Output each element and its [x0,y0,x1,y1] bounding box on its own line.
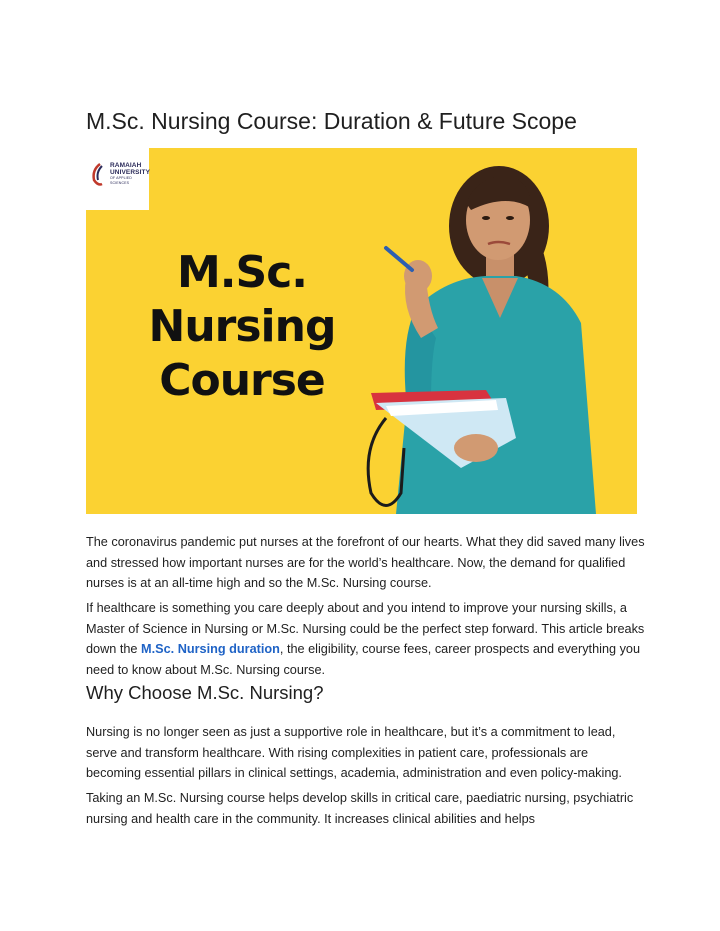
university-logo [86,148,149,210]
logo-line-1: RAMAIAH [110,162,142,169]
hero-image [86,148,637,514]
why-paragraph: Nursing is no longer seen as just a supportive role in healthcare, but it’s a commitment to lead, serve and transform healthcare. With rising complexities in patient care, professionals are becoming essential pillars in clinical settings, academia, administration and even policy-making. [86,725,622,780]
hero-heading [142,246,342,408]
section-heading: Why Choose M.Sc. Nursing? [86,682,324,703]
hero-line-1: M.Sc. [177,247,307,298]
page-title: M.Sc. Nursing Course: Duration & Future Scope [86,108,577,134]
logo-text [110,162,150,186]
overview-paragraph [86,598,646,680]
overview-text-after: , the eligibility, course fees, career prospects and everything you need to know about M.Sc. Nursing course. [86,642,641,677]
logo-line-2: UNIVERSITY [110,169,151,176]
intro-paragraph: The coronavirus pandemic put nurses at the forefront of our hearts. What they did saved many lives and stressed how important nurses are for the world’s healthcare. Now, the demand for qualified nurses is at an all-time high and so the M.Sc. Nursing course. [86,535,645,590]
logo-emblem-icon [90,162,110,188]
msc-nursing-duration-link[interactable]: M.Sc. Nursing duration [141,642,280,656]
hero-line-2: Nursing [148,301,336,352]
hero-line-3: Course [159,355,325,406]
overview-text-before: If healthcare is something you care deeply about and you intend to improve your nursing skills, a Master of Science in Nursing or M.Sc. Nursing could be the perfect step forward. This article breaks down the [86,601,645,656]
skills-paragraph: Taking an M.Sc. Nursing course helps develop skills in critical care, paediatric nursing, psychiatric nursing and health care in the community. It increases clinical abilities and helps [86,791,634,826]
logo-line-3: OF APPLIED SCIENCES [110,176,132,185]
